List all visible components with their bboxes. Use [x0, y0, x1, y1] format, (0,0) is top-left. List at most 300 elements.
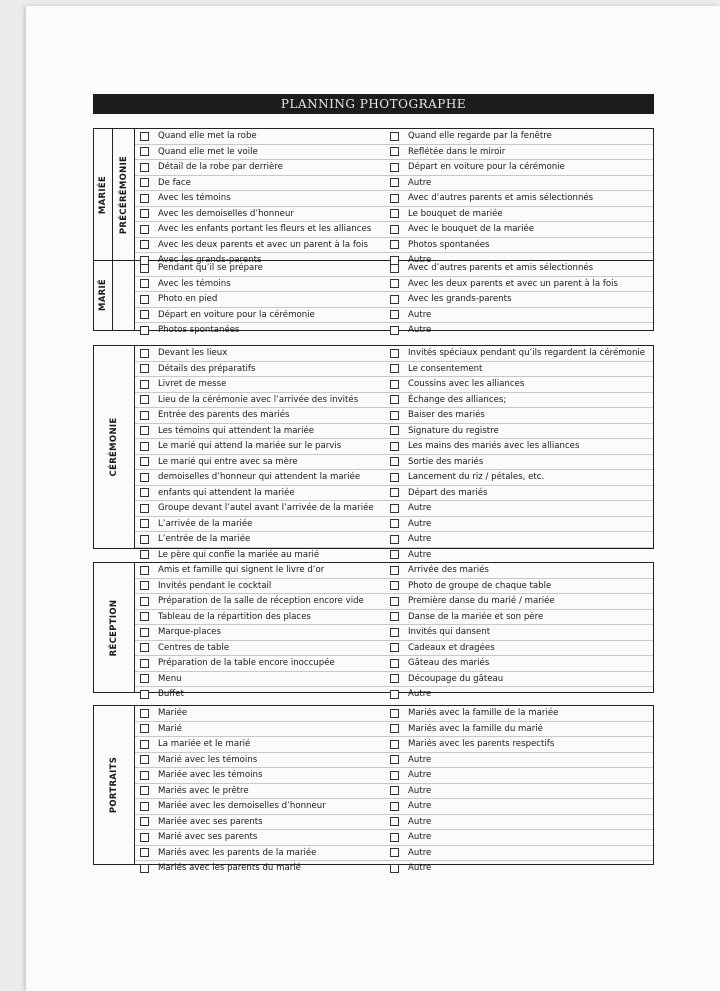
checkbox[interactable]	[140, 194, 149, 203]
checklist-item[interactable]	[385, 641, 655, 656]
checkbox[interactable]	[140, 755, 149, 764]
checkbox[interactable]	[140, 426, 149, 435]
checklist-item[interactable]	[135, 641, 385, 656]
checkbox[interactable]	[390, 488, 399, 497]
checklist-row	[135, 625, 653, 641]
checklist-item[interactable]	[135, 753, 385, 768]
checkbox[interactable]	[390, 848, 399, 857]
checkbox[interactable]	[390, 535, 399, 544]
checkbox[interactable]	[140, 643, 149, 652]
checklist-item[interactable]	[135, 799, 385, 814]
checklist-item[interactable]	[135, 830, 385, 845]
checkbox[interactable]	[140, 612, 149, 621]
checklist-item-label: Centres de table	[158, 642, 230, 653]
checklist-item-label: Mariée avec ses parents	[158, 816, 263, 827]
checkbox[interactable]	[140, 310, 149, 319]
checklist-row	[135, 737, 653, 753]
checkbox[interactable]	[390, 674, 399, 683]
checklist-row	[135, 672, 653, 688]
checklist-item[interactable]	[385, 706, 655, 721]
checklist-item-label: Mariée	[158, 708, 188, 719]
checklist-item[interactable]	[135, 722, 385, 737]
page-title: PLANNING PHOTOGRAPHE	[93, 94, 654, 114]
checkbox[interactable]	[390, 566, 399, 575]
checklist-row	[135, 222, 653, 238]
checklist-item[interactable]	[385, 377, 655, 392]
checkbox[interactable]	[140, 833, 149, 842]
checklist-item[interactable]	[135, 625, 385, 640]
checklist-item-label: Autre	[408, 325, 432, 336]
checklist-item-label: Arrivée des mariés	[408, 565, 489, 576]
checklist-item[interactable]	[385, 323, 655, 338]
checklist-item-label: L’arrivée de la mariée	[158, 518, 253, 529]
checklist-item[interactable]	[385, 861, 655, 876]
checklist-item[interactable]	[135, 160, 385, 175]
checklist-item[interactable]	[385, 672, 655, 687]
checkbox[interactable]	[140, 519, 149, 528]
checklist-item-label: Autre	[408, 847, 432, 858]
checkbox[interactable]	[140, 659, 149, 668]
checklist-item-label: Pendant qu’il se prépare	[158, 263, 263, 274]
checklist-item-label: Mariée avec les demoiselles d’honneur	[158, 801, 326, 812]
checklist-item[interactable]	[385, 408, 655, 423]
checklist-item[interactable]	[385, 470, 655, 485]
checklist-item[interactable]	[135, 610, 385, 625]
checkbox[interactable]	[140, 864, 149, 873]
section-reception	[93, 562, 654, 700]
checklist-item-label: Marque-places	[158, 627, 221, 638]
checklist-row	[135, 799, 653, 815]
checkbox[interactable]	[390, 833, 399, 842]
checkbox[interactable]	[390, 659, 399, 668]
checkbox[interactable]	[390, 519, 399, 528]
checkbox[interactable]	[140, 848, 149, 857]
checkbox[interactable]	[140, 295, 149, 304]
section-bride-groom	[93, 128, 654, 336]
checklist-item[interactable]	[135, 548, 385, 563]
checklist-item[interactable]	[385, 145, 655, 160]
checklist-item-label: Le père qui confie la mariée au marié	[158, 549, 320, 560]
checklist-item-label: Départ en voiture pour la cérémonie	[158, 309, 315, 320]
mariee-rows	[135, 129, 653, 268]
checklist-item[interactable]	[135, 261, 385, 276]
checklist-item[interactable]	[385, 222, 655, 237]
checkbox[interactable]	[140, 817, 149, 826]
ceremonie-label-box	[94, 346, 135, 548]
checklist-item-label: Avec les témoins	[158, 278, 231, 289]
checklist-item[interactable]	[385, 277, 655, 292]
checklist-item[interactable]	[385, 737, 655, 752]
checklist-row	[135, 532, 653, 548]
checklist-item-label: Avec d’autres parents et amis sélectionnés	[408, 263, 594, 274]
checklist-item-label: Préparation de la salle de réception encore vide	[158, 596, 364, 607]
checklist-item-label: Autre	[408, 770, 432, 781]
marie-rows	[135, 261, 653, 338]
checklist-item-label: Détails des préparatifs	[158, 363, 256, 374]
checklist-item[interactable]	[135, 672, 385, 687]
checklist-item[interactable]	[135, 532, 385, 547]
checklist-item[interactable]	[135, 768, 385, 783]
checklist-item[interactable]	[135, 176, 385, 191]
checkbox[interactable]	[390, 643, 399, 652]
checkbox[interactable]	[140, 411, 149, 420]
checklist-item[interactable]	[385, 346, 655, 361]
checklist-row	[135, 408, 653, 424]
checklist-item-label: Photo en pied	[158, 294, 218, 305]
checklist-item[interactable]	[135, 207, 385, 222]
checklist-item-label: Photos spontanées	[408, 239, 490, 250]
checkbox[interactable]	[390, 364, 399, 373]
checklist-item[interactable]	[385, 261, 655, 276]
checklist-item-label: Autre	[408, 689, 432, 700]
checkbox[interactable]	[390, 147, 399, 156]
checklist-item[interactable]	[135, 579, 385, 594]
checklist-item[interactable]	[385, 532, 655, 547]
checkbox[interactable]	[140, 597, 149, 606]
checkbox[interactable]	[390, 442, 399, 451]
checklist-item[interactable]	[385, 830, 655, 845]
checklist-item[interactable]	[135, 277, 385, 292]
checkbox[interactable]	[140, 395, 149, 404]
checklist-item-label: Devant les lieux	[158, 348, 228, 359]
checklist-item[interactable]	[135, 861, 385, 876]
checklist-row	[135, 346, 653, 362]
checklist-item[interactable]	[385, 393, 655, 408]
checkbox[interactable]	[390, 178, 399, 187]
label-preceremonie: PRÉCÉRÉMONIE	[118, 155, 129, 234]
checkbox[interactable]	[390, 504, 399, 513]
checklist-item-label: Mariée avec les témoins	[158, 770, 263, 781]
checklist-item[interactable]	[135, 563, 385, 578]
checkbox[interactable]	[140, 786, 149, 795]
checklist-item-label: Autre	[408, 863, 432, 874]
checklist-item[interactable]	[135, 815, 385, 830]
checklist-item-label: L’entrée de la mariée	[158, 534, 251, 545]
checklist-item[interactable]	[135, 393, 385, 408]
checklist-row	[135, 517, 653, 533]
checkbox[interactable]	[390, 295, 399, 304]
checklist-item[interactable]	[385, 439, 655, 454]
checklist-item[interactable]	[385, 594, 655, 609]
checklist-item[interactable]	[135, 470, 385, 485]
checklist-item-label: Mariés avec les parents de la mariée	[158, 847, 317, 858]
checklist-item-label: Autre	[408, 832, 432, 843]
checklist-item[interactable]	[135, 222, 385, 237]
checklist-row	[135, 160, 653, 176]
checklist-row	[135, 594, 653, 610]
checkbox[interactable]	[390, 310, 399, 319]
checklist-row	[135, 548, 653, 563]
checklist-item[interactable]	[385, 846, 655, 861]
checklist-item[interactable]	[135, 517, 385, 532]
checklist-item[interactable]	[385, 656, 655, 671]
checkbox[interactable]	[140, 240, 149, 249]
checklist-item-label: Avec les deux parents et avec un parent à la fois	[408, 278, 619, 289]
checkbox[interactable]	[390, 194, 399, 203]
checklist-item-label: De face	[158, 177, 191, 188]
checkbox[interactable]	[390, 597, 399, 606]
checklist-item[interactable]	[135, 737, 385, 752]
checklist-item[interactable]	[135, 408, 385, 423]
checklist-item[interactable]	[135, 362, 385, 377]
checkbox[interactable]	[140, 628, 149, 637]
checkbox[interactable]	[390, 473, 399, 482]
checklist-item-label: Baiser des mariés	[408, 410, 485, 421]
checkbox[interactable]	[390, 209, 399, 218]
checkbox[interactable]	[140, 740, 149, 749]
checklist-item[interactable]	[385, 501, 655, 516]
checkbox[interactable]	[140, 147, 149, 156]
checklist-item-label: Danse de la mariée et son père	[408, 611, 544, 622]
checklist-item-label: Photos spontanées	[158, 325, 240, 336]
checklist-item[interactable]	[385, 129, 655, 144]
checklist-item[interactable]	[385, 563, 655, 578]
checkbox[interactable]	[140, 488, 149, 497]
section-portraits	[93, 705, 654, 874]
checklist-item-label: Le marié qui entre avec sa mère	[158, 456, 298, 467]
checkbox[interactable]	[140, 209, 149, 218]
label-marie: MARIÉ	[98, 278, 108, 312]
checklist-row	[135, 486, 653, 502]
checkbox[interactable]	[390, 612, 399, 621]
checklist-item[interactable]	[135, 439, 385, 454]
checkbox[interactable]	[390, 163, 399, 172]
checklist-row	[135, 323, 653, 338]
portraits-label-box	[94, 706, 135, 864]
checkbox[interactable]	[140, 802, 149, 811]
label-ceremonie: CÉRÉMONIE	[109, 417, 119, 477]
checklist-item-label: Mariés avec la famille du marié	[408, 723, 543, 734]
checklist-row	[135, 861, 653, 876]
checkbox[interactable]	[390, 349, 399, 358]
checklist-item[interactable]	[385, 191, 655, 206]
checkbox[interactable]	[390, 326, 399, 335]
checkbox[interactable]	[140, 364, 149, 373]
checklist-item-label: Avec le bouquet de la mariée	[408, 224, 535, 235]
checkbox[interactable]	[140, 690, 149, 699]
checklist-item[interactable]	[135, 706, 385, 721]
checkbox[interactable]	[140, 457, 149, 466]
checklist-item-label: Avec les deux parents et avec un parent à la fois	[158, 239, 369, 250]
checklist-item[interactable]	[385, 625, 655, 640]
checklist-item[interactable]	[135, 424, 385, 439]
checklist-item-label: Signature du registre	[408, 425, 499, 436]
checklist-item[interactable]	[135, 846, 385, 861]
checkbox[interactable]	[390, 426, 399, 435]
checkbox[interactable]	[140, 225, 149, 234]
checkbox[interactable]	[390, 581, 399, 590]
checklist-item[interactable]	[135, 455, 385, 470]
checklist-item-label: Les témoins qui attendent la mariée	[158, 425, 315, 436]
checkbox[interactable]	[390, 550, 399, 559]
checkbox[interactable]	[390, 240, 399, 249]
checkbox[interactable]	[140, 163, 149, 172]
checklist-item[interactable]	[135, 486, 385, 501]
checkbox[interactable]	[390, 817, 399, 826]
checklist-row	[135, 784, 653, 800]
checkbox[interactable]	[140, 504, 149, 513]
checkbox[interactable]	[140, 380, 149, 389]
checklist-item[interactable]	[135, 308, 385, 323]
checklist-row	[135, 129, 653, 145]
checkbox[interactable]	[140, 132, 149, 141]
checkbox[interactable]	[390, 225, 399, 234]
checkbox[interactable]	[390, 628, 399, 637]
checkbox[interactable]	[390, 802, 399, 811]
checkbox[interactable]	[390, 709, 399, 718]
checkbox[interactable]	[390, 264, 399, 273]
checkbox[interactable]	[390, 132, 399, 141]
checklist-item[interactable]	[135, 323, 385, 338]
checklist-item[interactable]	[135, 292, 385, 307]
checklist-item[interactable]	[135, 594, 385, 609]
checklist-row	[135, 145, 653, 161]
checklist-item-label: Reflétée dans le miroir	[408, 146, 506, 157]
checklist-item[interactable]	[135, 687, 385, 702]
checkbox[interactable]	[140, 771, 149, 780]
checklist-item[interactable]	[385, 610, 655, 625]
checkbox[interactable]	[390, 771, 399, 780]
checkbox[interactable]	[390, 411, 399, 420]
checklist-row	[135, 277, 653, 293]
checklist-item[interactable]	[385, 238, 655, 253]
checklist-item-label: Autre	[408, 177, 432, 188]
checkbox[interactable]	[390, 864, 399, 873]
checklist-item[interactable]	[385, 308, 655, 323]
checklist-row	[135, 563, 653, 579]
checklist-item[interactable]	[385, 486, 655, 501]
checkbox[interactable]	[140, 535, 149, 544]
checklist-item-label: Autre	[408, 255, 432, 266]
checkbox[interactable]	[140, 674, 149, 683]
checklist-item-label: Avec les demoiselles d’honneur	[158, 208, 294, 219]
checkbox[interactable]	[140, 566, 149, 575]
checklist-item[interactable]	[385, 455, 655, 470]
checklist-item[interactable]	[385, 548, 655, 563]
checklist-row	[135, 308, 653, 324]
checkbox[interactable]	[390, 457, 399, 466]
checkbox[interactable]	[140, 326, 149, 335]
checklist-item-label: Mariés avec les parents du marié	[158, 863, 301, 874]
checklist-item[interactable]	[385, 687, 655, 702]
checkbox[interactable]	[390, 786, 399, 795]
checkbox[interactable]	[390, 279, 399, 288]
checkbox[interactable]	[390, 724, 399, 733]
checklist-item-label: Tableau de la répartition des places	[158, 611, 311, 622]
checklist-item-label: Quand elle met le voile	[158, 146, 258, 157]
checklist-item-label: Invités qui dansent	[408, 627, 491, 638]
checklist-item-label: Départ des mariés	[408, 487, 488, 498]
checkbox[interactable]	[140, 724, 149, 733]
checklist-item[interactable]	[135, 145, 385, 160]
checklist-item-label: Détail de la robe par derrière	[158, 162, 283, 173]
checklist-item-label: Buffet	[158, 689, 184, 700]
checklist-item[interactable]	[385, 424, 655, 439]
checklist-item-label: Première danse du marié / mariée	[408, 596, 555, 607]
checklist-item-label: Avec les grands-parents	[408, 294, 512, 305]
checkbox[interactable]	[390, 755, 399, 764]
checklist-item-label: Marié avec les témoins	[158, 754, 258, 765]
checkbox[interactable]	[390, 740, 399, 749]
checklist-item[interactable]	[135, 501, 385, 516]
checklist-row	[135, 292, 653, 308]
checklist-item[interactable]	[385, 160, 655, 175]
checklist-row	[135, 846, 653, 862]
checkbox[interactable]	[390, 395, 399, 404]
reception-label-box	[94, 563, 135, 692]
checklist-item[interactable]	[135, 129, 385, 144]
checklist-item[interactable]	[385, 362, 655, 377]
checkbox[interactable]	[140, 178, 149, 187]
checklist-item[interactable]	[385, 207, 655, 222]
checklist-item-label: demoiselles d’honneur qui attendent la mariée	[158, 472, 361, 483]
checklist-row	[135, 687, 653, 702]
checkbox[interactable]	[140, 279, 149, 288]
inner-label-box	[113, 129, 135, 330]
checklist-item[interactable]	[385, 292, 655, 307]
checklist-item-label: Avec d’autres parents et amis sélectionnés	[408, 193, 594, 204]
portraits-rows	[135, 706, 653, 876]
section-ceremonie	[93, 345, 654, 560]
checkbox[interactable]	[140, 264, 149, 273]
checklist-item[interactable]	[385, 784, 655, 799]
checklist-item[interactable]	[135, 191, 385, 206]
checkbox[interactable]	[140, 550, 149, 559]
checklist-item[interactable]	[385, 799, 655, 814]
checklist-item-label: Livret de messe	[158, 379, 227, 390]
checklist-item[interactable]	[385, 722, 655, 737]
checkbox[interactable]	[140, 473, 149, 482]
checklist-item[interactable]	[385, 768, 655, 783]
checkbox[interactable]	[140, 442, 149, 451]
checkbox[interactable]	[390, 690, 399, 699]
reception-rows	[135, 563, 653, 702]
checkbox[interactable]	[140, 581, 149, 590]
checklist-item[interactable]	[135, 377, 385, 392]
checklist-row	[135, 641, 653, 657]
checklist-item-label: Le bouquet de mariée	[408, 208, 503, 219]
checklist-item[interactable]	[385, 753, 655, 768]
checklist-item[interactable]	[135, 784, 385, 799]
checklist-item[interactable]	[385, 176, 655, 191]
checklist-item-label: Coussins avec les alliances	[408, 379, 525, 390]
checkbox[interactable]	[140, 709, 149, 718]
checklist-item-label: Autre	[408, 534, 432, 545]
checklist-item[interactable]	[135, 346, 385, 361]
checklist-item[interactable]	[385, 579, 655, 594]
checklist-item-label: Marié avec ses parents	[158, 832, 258, 843]
checklist-row	[135, 207, 653, 223]
checklist-row	[135, 455, 653, 471]
checklist-row	[135, 424, 653, 440]
checklist-item[interactable]	[135, 238, 385, 253]
checkbox[interactable]	[390, 380, 399, 389]
checklist-item-label: Invités spéciaux pendant qu’ils regardent la cérémonie	[408, 348, 646, 359]
checklist-item[interactable]	[385, 815, 655, 830]
checklist-item[interactable]	[385, 517, 655, 532]
checklist-item-label: Avec les témoins	[158, 193, 231, 204]
checklist-item-label: Mariés avec la famille de la mariée	[408, 708, 559, 719]
checklist-item-label: Gâteau des mariés	[408, 658, 490, 669]
checklist-item-label: Entrée des parents des mariés	[158, 410, 290, 421]
checklist-item-label: Avec les grands-parents	[158, 255, 262, 266]
checkbox[interactable]	[140, 349, 149, 358]
checklist-item-label: Sortie des mariés	[408, 456, 484, 467]
checklist-item-label: Découpage du gâteau	[408, 673, 504, 684]
checklist-item[interactable]	[135, 656, 385, 671]
label-portraits: PORTRAITS	[109, 756, 119, 814]
checklist-row	[135, 610, 653, 626]
